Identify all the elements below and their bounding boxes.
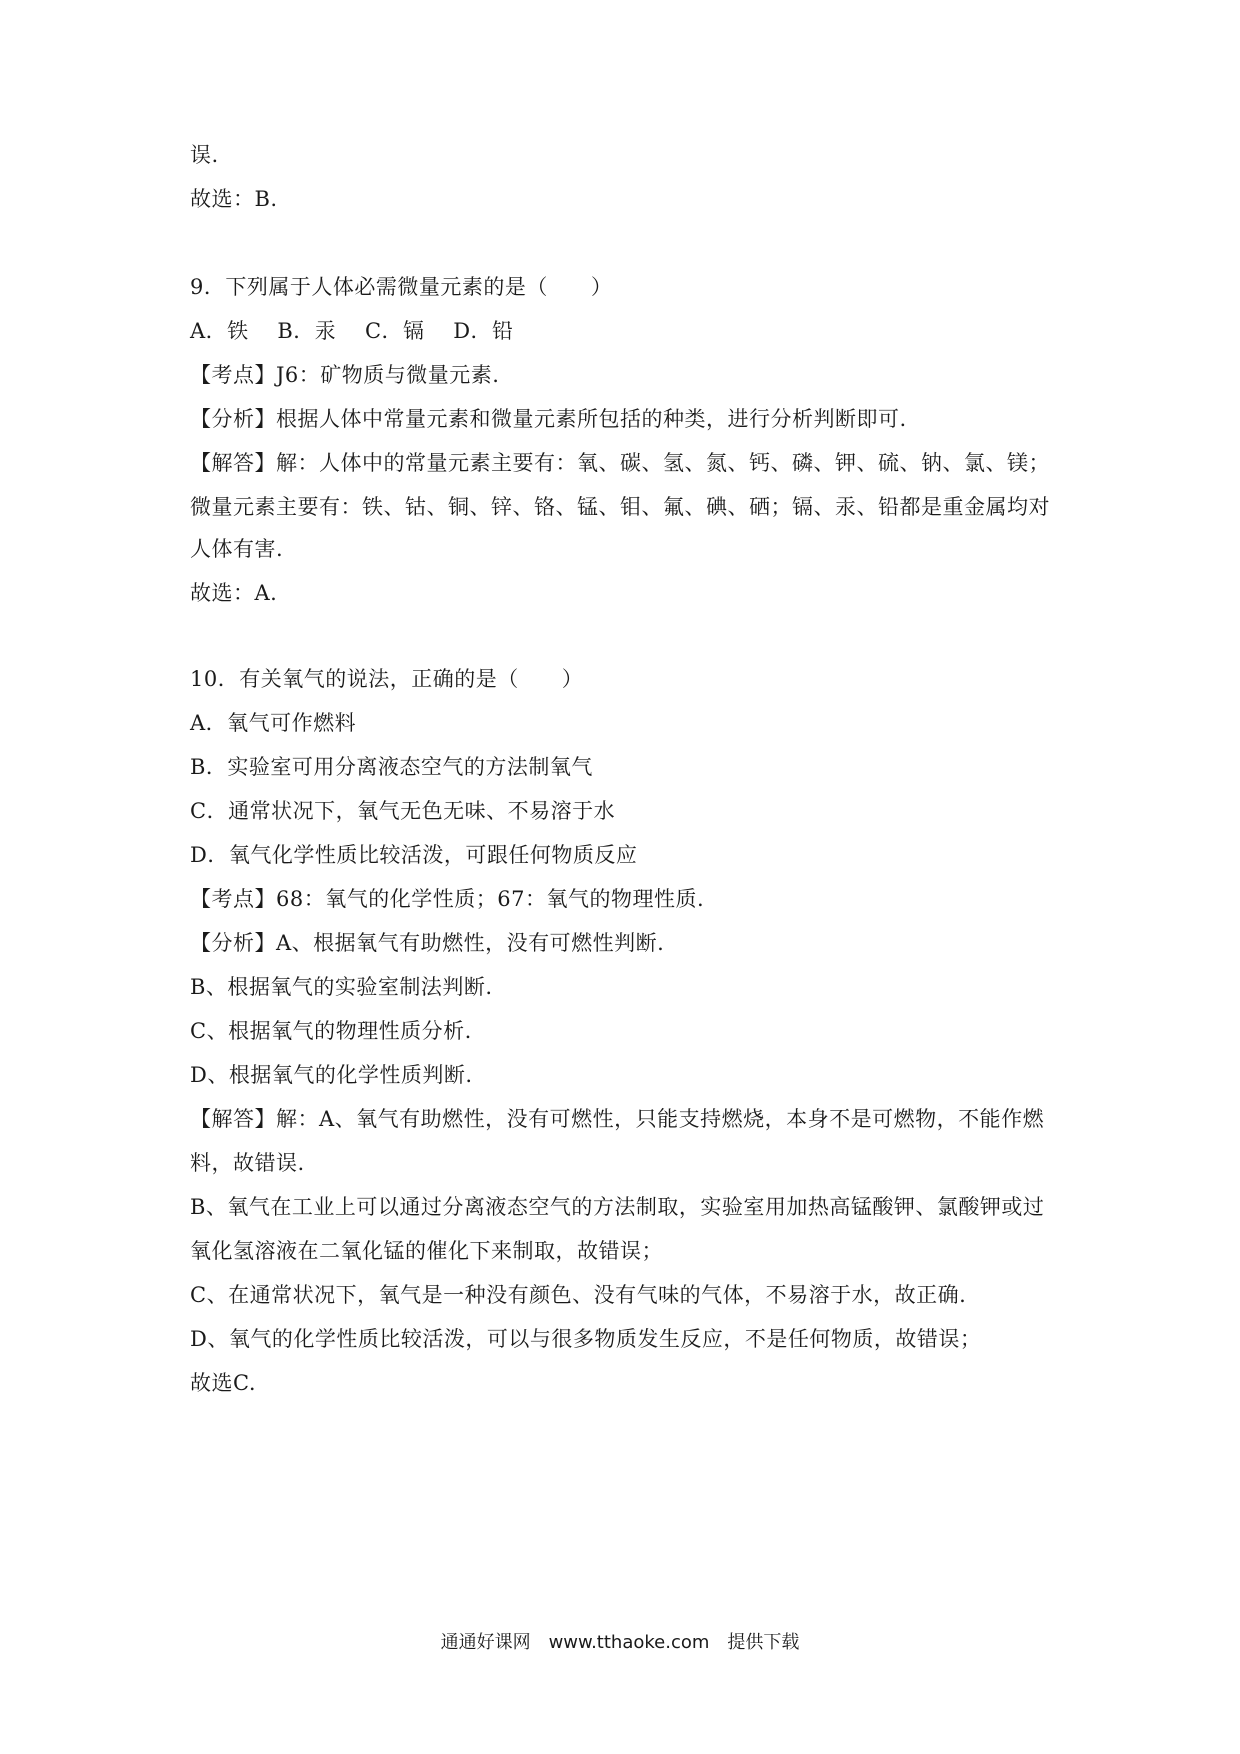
q10-option-c: C．通常状况下，氧气无色无味、不易溶于水 (190, 799, 616, 823)
q10-option-b: B．实验室可用分离液态空气的方法制氧气 (190, 755, 593, 779)
q10-jieda-d: D、氧气的化学性质比较活泼，可以与很多物质发生反应，不是任何物质，故错误； (190, 1327, 982, 1351)
q10-stem: 10．有关氧气的说法，正确的是（ ） (190, 667, 584, 691)
q10-answer: 故选C. (190, 1371, 256, 1395)
q10-fenxi-b: B、根据氧气的实验室制法判断. (190, 975, 493, 999)
q10-jieda-b-line-2: 氧化氢溶液在二氧化锰的催化下来制取，故错误； (190, 1239, 663, 1263)
q10-fenxi-d: D、根据氧气的化学性质判断. (190, 1063, 473, 1087)
q9-jieda-line-2: 微量元素主要有：铁、钴、铜、锌、铬、锰、钼、氟、碘、硒；镉、汞、铅都是重金属均对 (190, 495, 1050, 519)
q10-fenxi-c: C、根据氧气的物理性质分析. (190, 1019, 472, 1043)
q10-jieda-a-line-2: 料，故错误. (190, 1151, 305, 1175)
q10-jieda-a-line-1: 【解答】解：A、氧气有助燃性，没有可燃性，只能支持燃烧，本身不是可燃物，不能作燃 (190, 1107, 1045, 1131)
prev-question-tail-line: 误. (190, 143, 219, 167)
q10-kaodian: 【考点】68：氧气的化学性质；67：氧气的物理性质. (190, 887, 705, 911)
page-footer: 通通好课网 www.tthaoke.com 提供下载 (440, 1632, 800, 1653)
q9-kaodian: 【考点】J6：矿物质与微量元素. (190, 363, 500, 387)
q9-answer: 故选：A. (190, 581, 278, 605)
q9-fenxi: 【分析】根据人体中常量元素和微量元素所包括的种类，进行分析判断即可. (190, 407, 907, 431)
q9-jieda-line-1: 【解答】解：人体中的常量元素主要有：氧、碳、氢、氮、钙、磷、钾、硫、钠、氯、镁； (190, 451, 1050, 475)
q10-jieda-b-line-1: B、氧气在工业上可以通过分离液态空气的方法制取，实验室用加热高锰酸钾、氯酸钾或过 (190, 1195, 1045, 1219)
q10-option-d: D．氧气化学性质比较活泼，可跟任何物质反应 (190, 843, 638, 867)
q10-option-a: A．氧气可作燃料 (190, 711, 357, 735)
prev-question-answer: 故选：B. (190, 187, 278, 211)
q9-jieda-line-3: 人体有害. (190, 537, 284, 561)
q9-options: A．铁 B．汞 C．镉 D．铅 (190, 319, 514, 343)
q10-fenxi-a: 【分析】A、根据氧气有助燃性，没有可燃性判断. (190, 931, 665, 955)
q9-stem: 9．下列属于人体必需微量元素的是（ ） (190, 275, 613, 299)
q10-jieda-c: C、在通常状况下，氧气是一种没有颜色、没有气味的气体，不易溶于水，故正确. (190, 1283, 967, 1307)
